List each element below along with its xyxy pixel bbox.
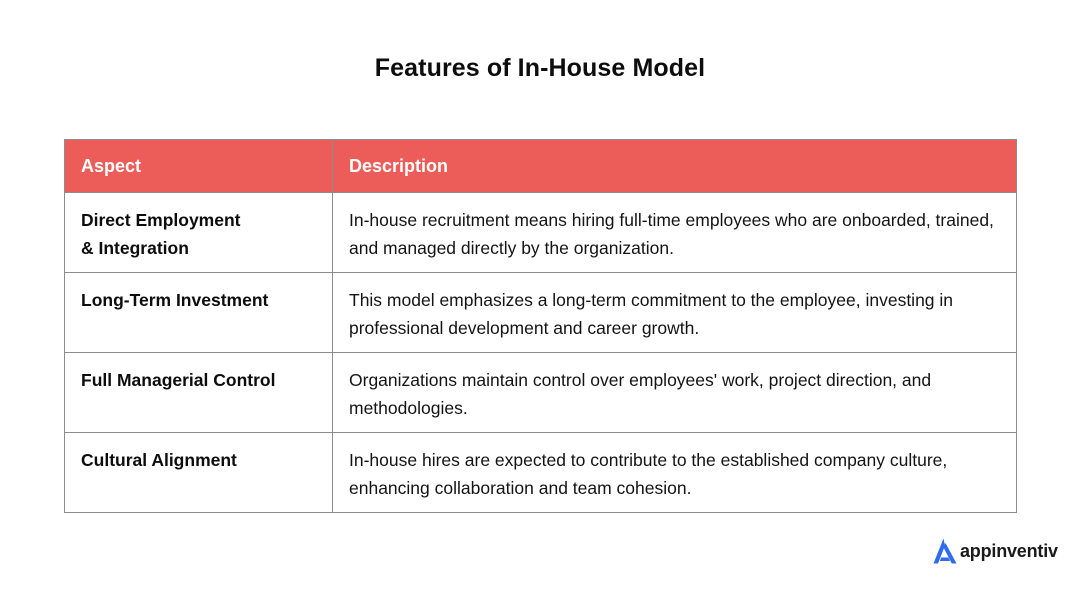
page-title: Features of In-House Model bbox=[374, 54, 706, 82]
aspect-text: Long-Term Investment bbox=[81, 290, 269, 310]
features-table bbox=[64, 139, 1017, 513]
table-row bbox=[65, 353, 1017, 433]
aspect-cell bbox=[65, 193, 333, 273]
aspect-text: Direct Employment bbox=[81, 210, 241, 230]
aspect-text: & Integration bbox=[81, 238, 189, 258]
description-cell: In-house hires are expected to contribute to the established company culture, enhancing collaboration and team cohesion. bbox=[333, 433, 1017, 513]
table-row bbox=[65, 193, 1017, 273]
brand-name: appinventiv bbox=[960, 540, 1058, 561]
brand-logo bbox=[932, 536, 1058, 566]
description-cell: This model emphasizes a long-term commitment to the employee, investing in professional development and career growth. bbox=[333, 273, 1017, 353]
description-cell: Organizations maintain control over employees' work, project direction, and methodologies. bbox=[333, 353, 1017, 433]
column-header-aspect: Aspect bbox=[65, 140, 333, 193]
description-cell: In-house recruitment means hiring full-time employees who are onboarded, trained, and managed directly by the organization. bbox=[333, 193, 1017, 273]
aspect-text: Cultural Alignment bbox=[81, 450, 237, 470]
table-row bbox=[65, 273, 1017, 353]
table-header-row bbox=[65, 140, 1017, 193]
appinventiv-a-icon bbox=[932, 537, 958, 565]
table-row bbox=[65, 433, 1017, 513]
aspect-cell bbox=[65, 353, 333, 433]
aspect-cell bbox=[65, 433, 333, 513]
aspect-cell bbox=[65, 273, 333, 353]
aspect-text: Full Managerial Control bbox=[81, 370, 276, 390]
column-header-description: Description bbox=[333, 140, 1017, 193]
